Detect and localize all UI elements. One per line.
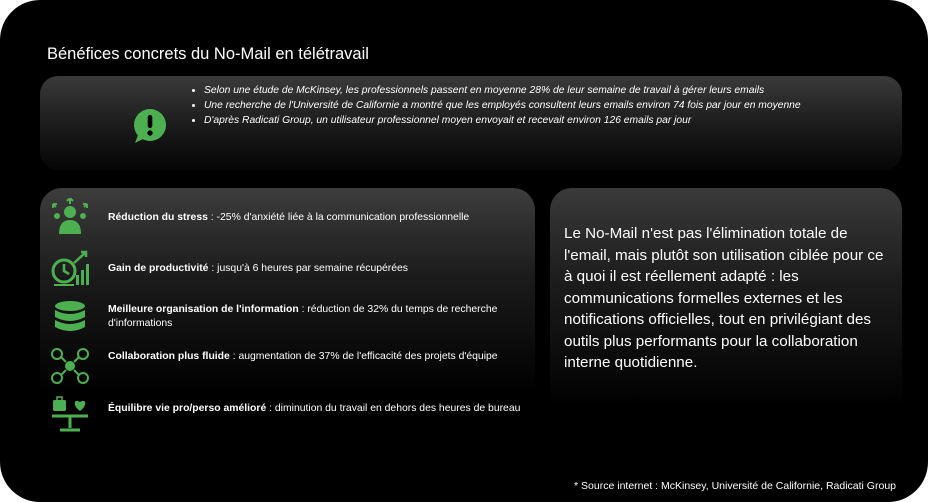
benefit-title: Meilleure organisation de l'information (108, 304, 299, 315)
benefit-text (108, 303, 528, 331)
slide-title: Bénéfices concrets du No-Mail en télétravail (47, 45, 369, 63)
benefit-title: Équilibre vie pro/perso amélioré (108, 403, 267, 414)
benefit-detail: : diminution du travail en dehors des heures de bureau (266, 403, 521, 414)
benefit-detail: : réduction de 32% du temps de recherche d'informations (108, 304, 498, 329)
team-network-icon (50, 346, 90, 386)
balance-scale-icon (50, 394, 90, 434)
benefits-panel (40, 188, 535, 443)
benefit-title: Réduction du stress (108, 212, 208, 223)
benefit-detail: : jusqu'à 6 heures par semaine récupérées (208, 263, 408, 274)
stress-person-icon (50, 198, 90, 238)
benefit-detail: : -25% d'anxiété liée à la communication professionnelle (207, 212, 470, 223)
fact-item: • Une recherche de l'Université de Californie a montré que les employés consultent leurs emails environ 74 fois par jour en moyenne (204, 99, 844, 112)
exclamation-bubble-icon (131, 107, 169, 145)
facts-panel (40, 76, 902, 170)
benefit-text (108, 211, 528, 225)
benefit-detail: : augmentation de 37% de l'efficacité des projets d'équipe (229, 351, 498, 362)
fact-item: • D'après Radicati Group, un utilisateur professionnel moyen envoyait et recevait environ 126 emails par jour (204, 114, 844, 127)
source-note: * Source internet : McKinsey, Université de Californie, Radicati Group (574, 480, 896, 492)
benefit-title: Gain de productivité (108, 263, 209, 274)
quote-panel (550, 188, 902, 446)
database-icon (50, 298, 90, 338)
benefit-text (108, 262, 528, 276)
benefit-text (108, 402, 528, 416)
quote-text: Le No-Mail n'est pas l'élimination totale de l'email, mais plutôt son utilisation ciblée pour ce à quoi il est réellement adapté : les communications formelles externes et les notifications officielles, tout en privilégiant des outils plus performants pour la collaboration interne quotidienne. (564, 225, 884, 371)
facts-list (190, 84, 844, 129)
clock-growth-icon (50, 249, 90, 289)
benefit-text (108, 350, 528, 364)
benefit-title: Collaboration plus fluide (108, 351, 230, 362)
fact-item: • Selon une étude de McKinsey, les professionnels passent en moyenne 28% de leur semaine de travail à gérer leurs emails (204, 84, 844, 97)
